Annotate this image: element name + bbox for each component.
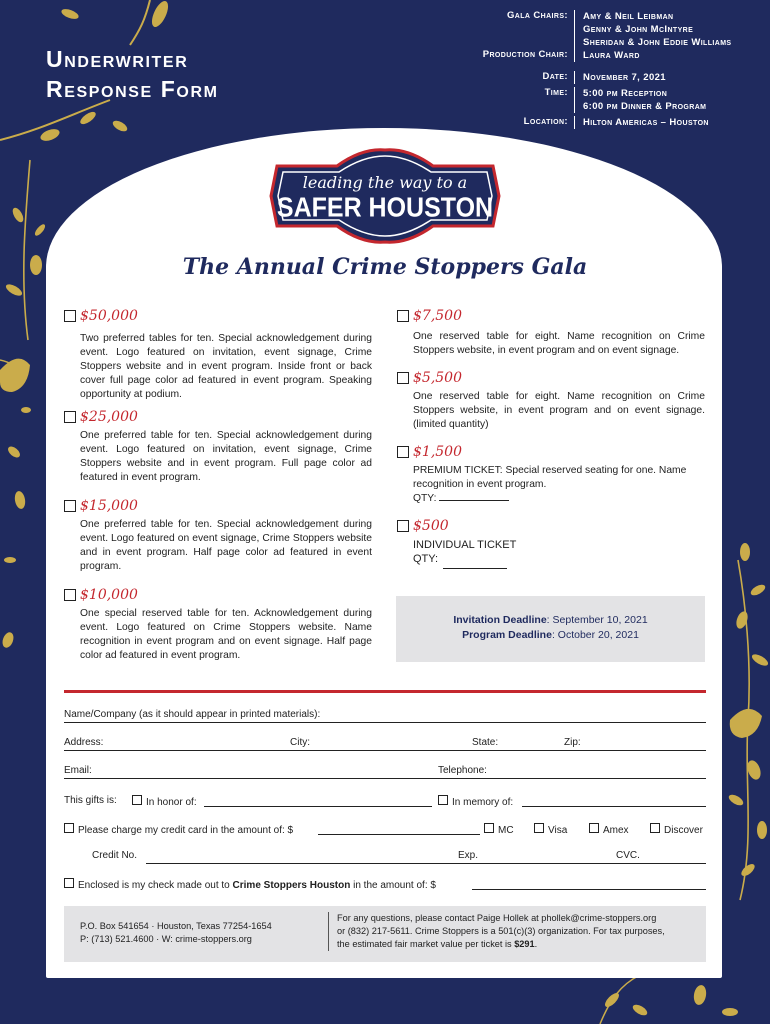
logo-name: SAFER HOUSTON: [276, 191, 494, 223]
form-title: [46, 44, 219, 104]
in-memory-checkbox[interactable]: [438, 795, 448, 805]
deadline-panel: [396, 596, 705, 662]
name-company-row: [64, 709, 706, 723]
mailing-address: P.O. Box 541654 · Houston, Texas 77254-1654 P: (713) 521.4600 · W: crime-stoppers.org: [80, 921, 272, 944]
date-row: [400, 71, 732, 84]
option-description: One reserved table for eight. Name recognition on Crime Stoppers website, in event program and on event signage. (limited quantity): [413, 391, 705, 430]
logo-tagline: leading the way to a: [302, 173, 468, 192]
option-amount: $50,000: [80, 308, 138, 324]
qty-input-500[interactable]: [443, 568, 507, 569]
fair-market-value: $291: [514, 939, 535, 949]
footer-panel: [64, 906, 706, 962]
event-time: 6:00 pm Dinner & Program: [583, 101, 707, 112]
visa-checkbox[interactable]: [534, 823, 544, 833]
zip-label: Zip:: [564, 737, 581, 748]
in-memory-label: In memory of:: [452, 797, 514, 808]
option-description: One preferred table for ten. Special acknowledgement during event. Logo featured on invitation, event signage, Crime Stoppers website and in event program. Full page color ad featured in event program.: [80, 430, 372, 483]
option-description: One preferred table for ten. Special acknowledgement during event. Logo featured on event signage, Crime Stoppers website and in event program. Half page color ad featured in event program.: [80, 519, 372, 572]
option-amount: $15,000: [80, 498, 138, 514]
credit-no-label: Credit No.: [92, 850, 138, 861]
cvc-label: CVC.: [616, 850, 640, 861]
safer-houston-logo: [267, 148, 503, 244]
event-time: 5:00 pm Reception: [583, 88, 668, 99]
in-honor-input[interactable]: [204, 805, 432, 807]
event-date: November 7, 2021: [583, 72, 666, 83]
option-amount: $500: [413, 518, 449, 534]
contact-info: For any questions, please contact Paige Hollek at phollek@crime-stoppers.org or (832) 217-5611. Crime Stoppers is a 501(c)(3) organization. For tax purposes, the estimated fair market value per ticket is $291.: [328, 912, 695, 951]
gala-chairs-row: [400, 10, 732, 49]
mc-checkbox[interactable]: [484, 823, 494, 833]
email-row: [64, 765, 706, 779]
invitation-deadline-date: : September 10, 2021: [546, 614, 648, 626]
discover-checkbox[interactable]: [650, 823, 660, 833]
option-1500: [397, 444, 705, 506]
production-chair-row: [400, 49, 732, 62]
credit-number-row: [64, 850, 706, 864]
name-company-label: Name/Company (as it should appear in printed materials):: [64, 709, 321, 720]
gala-title: The Annual Crime Stoppers Gala: [182, 254, 588, 280]
address-input[interactable]: [64, 749, 706, 751]
invitation-deadline-label: Invitation Deadline: [453, 614, 547, 626]
checkbox-25000[interactable]: [64, 411, 76, 423]
charge-amount-input[interactable]: [318, 833, 480, 835]
email-input[interactable]: [64, 777, 706, 779]
gala-chair: Genny & John McIntyre: [583, 24, 694, 35]
option-15000: [64, 498, 372, 574]
qty-input-1500[interactable]: [439, 500, 509, 501]
gala-chairs-label: Gala Chairs:: [400, 10, 575, 49]
divider-line: [64, 690, 706, 693]
option-5500: [397, 370, 705, 432]
option-description: One special reserved table for ten. Acknowledgement during event. Logo featured on Crime Stoppers website. Name recognition in event program and on event signage. Half page color ad featured in event program.: [80, 608, 372, 661]
mc-label: MC: [498, 825, 514, 836]
production-chair-label: Production Chair:: [400, 49, 575, 62]
option-amount: $1,500: [413, 444, 462, 460]
event-details: [400, 10, 732, 129]
qty-label: QTY:: [413, 553, 439, 565]
gift-row: [64, 795, 706, 809]
checkbox-10000[interactable]: [64, 589, 76, 601]
in-honor-checkbox[interactable]: [132, 795, 142, 805]
city-label: City:: [290, 737, 310, 748]
amex-label: Amex: [603, 825, 629, 836]
checkbox-7500[interactable]: [397, 310, 409, 322]
visa-label: Visa: [548, 825, 568, 836]
check-amount-input[interactable]: [472, 888, 706, 890]
option-description: Two preferred tables for ten. Special acknowledgement during event. Logo featured on invitation, event signage, Crime Stoppers website and in event program. Inside front or back cover full page color ad featured in event program. Speaking opportunity at podium.: [80, 333, 372, 400]
option-25000: [64, 409, 372, 485]
address-row: [64, 737, 706, 751]
program-deadline-date: : October 20, 2021: [551, 629, 639, 641]
address-label: Address:: [64, 737, 104, 748]
checkbox-500[interactable]: [397, 520, 409, 532]
charge-card-checkbox[interactable]: [64, 823, 74, 833]
check-checkbox[interactable]: [64, 878, 74, 888]
form-title-line2: Response Form: [46, 76, 219, 102]
date-label: Date:: [400, 71, 575, 84]
checkbox-50000[interactable]: [64, 310, 76, 322]
option-amount: $25,000: [80, 409, 138, 425]
exp-label: Exp.: [458, 850, 479, 861]
option-amount: $7,500: [413, 308, 462, 324]
check-payee: Crime Stoppers Houston: [232, 880, 351, 891]
location-row: [400, 116, 732, 129]
telephone-label: Telephone:: [438, 765, 487, 776]
check-suffix: in the amount of: $: [350, 880, 436, 891]
time-label: Time:: [400, 87, 575, 113]
gift-label: This gifts is:: [64, 795, 117, 806]
check-prefix: Enclosed is my check made out to: [78, 880, 233, 891]
in-memory-input[interactable]: [522, 805, 706, 807]
gala-chair: Amy & Neil Leibman: [583, 11, 674, 22]
location-label: Location:: [400, 116, 575, 129]
discover-label: Discover: [664, 825, 703, 836]
form-title-line1: Underwriter: [46, 46, 189, 72]
program-deadline-label: Program Deadline: [462, 629, 552, 641]
in-honor-label: In honor of:: [146, 797, 197, 808]
production-chair: Laura Ward: [583, 50, 640, 61]
checkbox-1500[interactable]: [397, 446, 409, 458]
option-description: INDIVIDUAL TICKET: [413, 539, 517, 551]
option-50000: [64, 308, 372, 402]
option-10000: [64, 587, 372, 663]
option-description: PREMIUM TICKET: Special reserved seating for one. Name recognition in event program.: [413, 465, 687, 490]
gala-chair: Sheridan & John Eddie Williams: [583, 37, 732, 48]
option-amount: $5,500: [413, 370, 462, 386]
credit-card-row: [64, 823, 706, 837]
option-amount: $10,000: [80, 587, 138, 603]
time-row: [400, 87, 732, 113]
option-500: [397, 518, 705, 569]
credit-number-input[interactable]: [146, 862, 706, 864]
check-row: [64, 878, 706, 892]
email-label: Email:: [64, 765, 92, 776]
option-7500: [397, 308, 705, 358]
qty-label: QTY:: [413, 493, 437, 504]
checkbox-15000[interactable]: [64, 500, 76, 512]
charge-card-label: Please charge my credit card in the amount of: $: [78, 825, 294, 836]
option-description: One reserved table for eight. Name recognition on Crime Stoppers website, in event program and on event signage.: [413, 331, 705, 356]
event-location: Hilton Americas – Houston: [583, 117, 709, 128]
name-company-input[interactable]: [64, 721, 706, 723]
amex-checkbox[interactable]: [589, 823, 599, 833]
checkbox-5500[interactable]: [397, 372, 409, 384]
state-label: State:: [472, 737, 499, 748]
